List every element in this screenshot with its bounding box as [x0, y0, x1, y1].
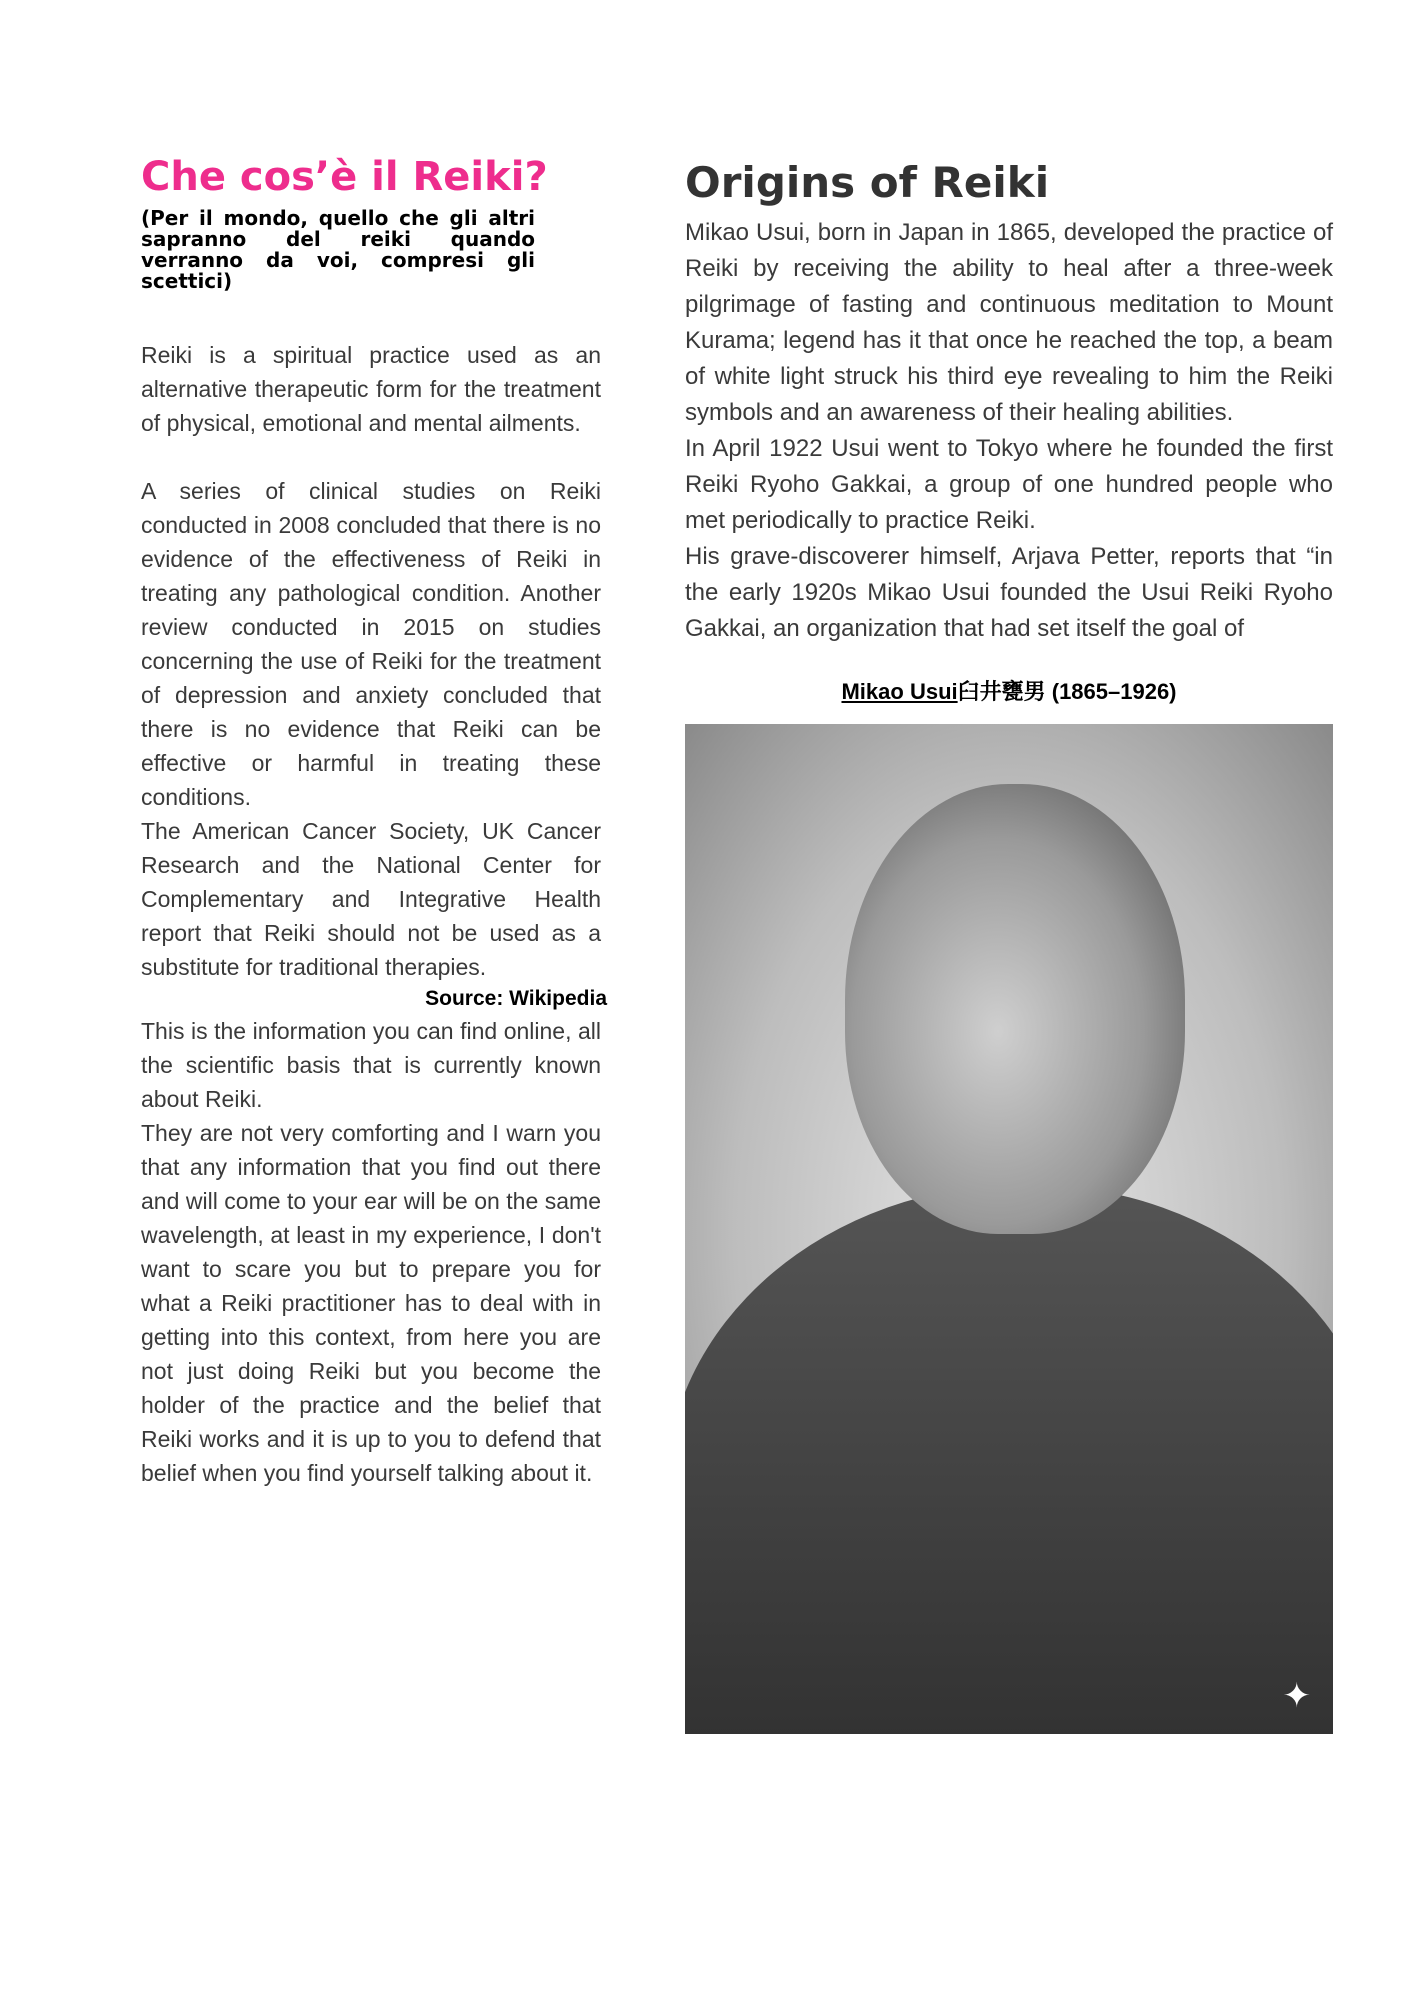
caption-text: 臼井甕男 (1865–1926) [957, 679, 1177, 704]
photo-caption [685, 675, 1333, 706]
right-column [685, 155, 1333, 1734]
caption-link[interactable]: Mikao Usui [841, 679, 958, 704]
paragraph: A series of clinical studies on Reiki conducted in 2008 concluded that there is no evidence of the effectiveness of Reiki in treating any pathological condition. Another review conducted in 2015 on studies concerning the use of Reiki for the treatment of depression and anxiety concluded that there is no evidence that Reiki can be effective or harmful in treating these conditions. [141, 478, 601, 810]
paragraph: This is the information you can find online, all the scientific basis that is currently known about Reiki. [141, 1018, 601, 1112]
sparkle-icon: ✦ [1282, 1677, 1311, 1715]
paragraph: The American Cancer Society, UK Cancer Research and the National Center for Complementary and Integrative Health report that Reiki should not be used as a substitute for traditional therapies. [141, 818, 601, 980]
portrait-photo [685, 724, 1333, 1734]
subtitle: (Per il mondo, quello che gli altri sapranno del reiki quando verranno da voi, compresi gli scettici) [141, 206, 535, 293]
paragraph: Reiki is a spiritual practice used as an alternative therapeutic form for the treatment of physical, emotional and mental ailments. [141, 342, 601, 436]
photo-figure-head [845, 784, 1185, 1234]
source-label: Source: Wikipedia [425, 987, 607, 1010]
paragraph: His grave-discoverer himself, Arjava Petter, reports that “in the early 1920s Mikao Usui founded the Usui Reiki Ryoho Gakkai, an organization that had set itself the goal of [685, 543, 1333, 642]
left-column [141, 150, 607, 1490]
section-title: Origins of Reiki [685, 158, 1050, 207]
paragraph: They are not very comforting and I warn you that any information that you find out there and will come to your ear will be on the same wavelength, at least in my experience, I don't want to scare you but to prepare you for what a Reiki practitioner has to deal with in getting into this context, from here you are not just doing Reiki but you become the holder of the practice and the belief that Reiki works and it is up to you to defend that belief when you find yourself talking about it. [141, 1120, 601, 1486]
photo-figure-body [685, 1184, 1333, 1734]
paragraph: Mikao Usui, born in Japan in 1865, developed the practice of Reiki by receiving the ability to heal after a three-week pilgrimage of fasting and continuous meditation to Mount Kurama; legend has it that once he reached the top, a beam of white light struck his third eye revealing to him the Reiki symbols and an awareness of their healing abilities. [685, 219, 1333, 426]
section-title: Che cos’è il Reiki? [141, 154, 548, 200]
paragraph: In April 1922 Usui went to Tokyo where he founded the first Reiki Ryoho Gakkai, a group of one hundred people who met periodically to practice Reiki. [685, 435, 1333, 534]
